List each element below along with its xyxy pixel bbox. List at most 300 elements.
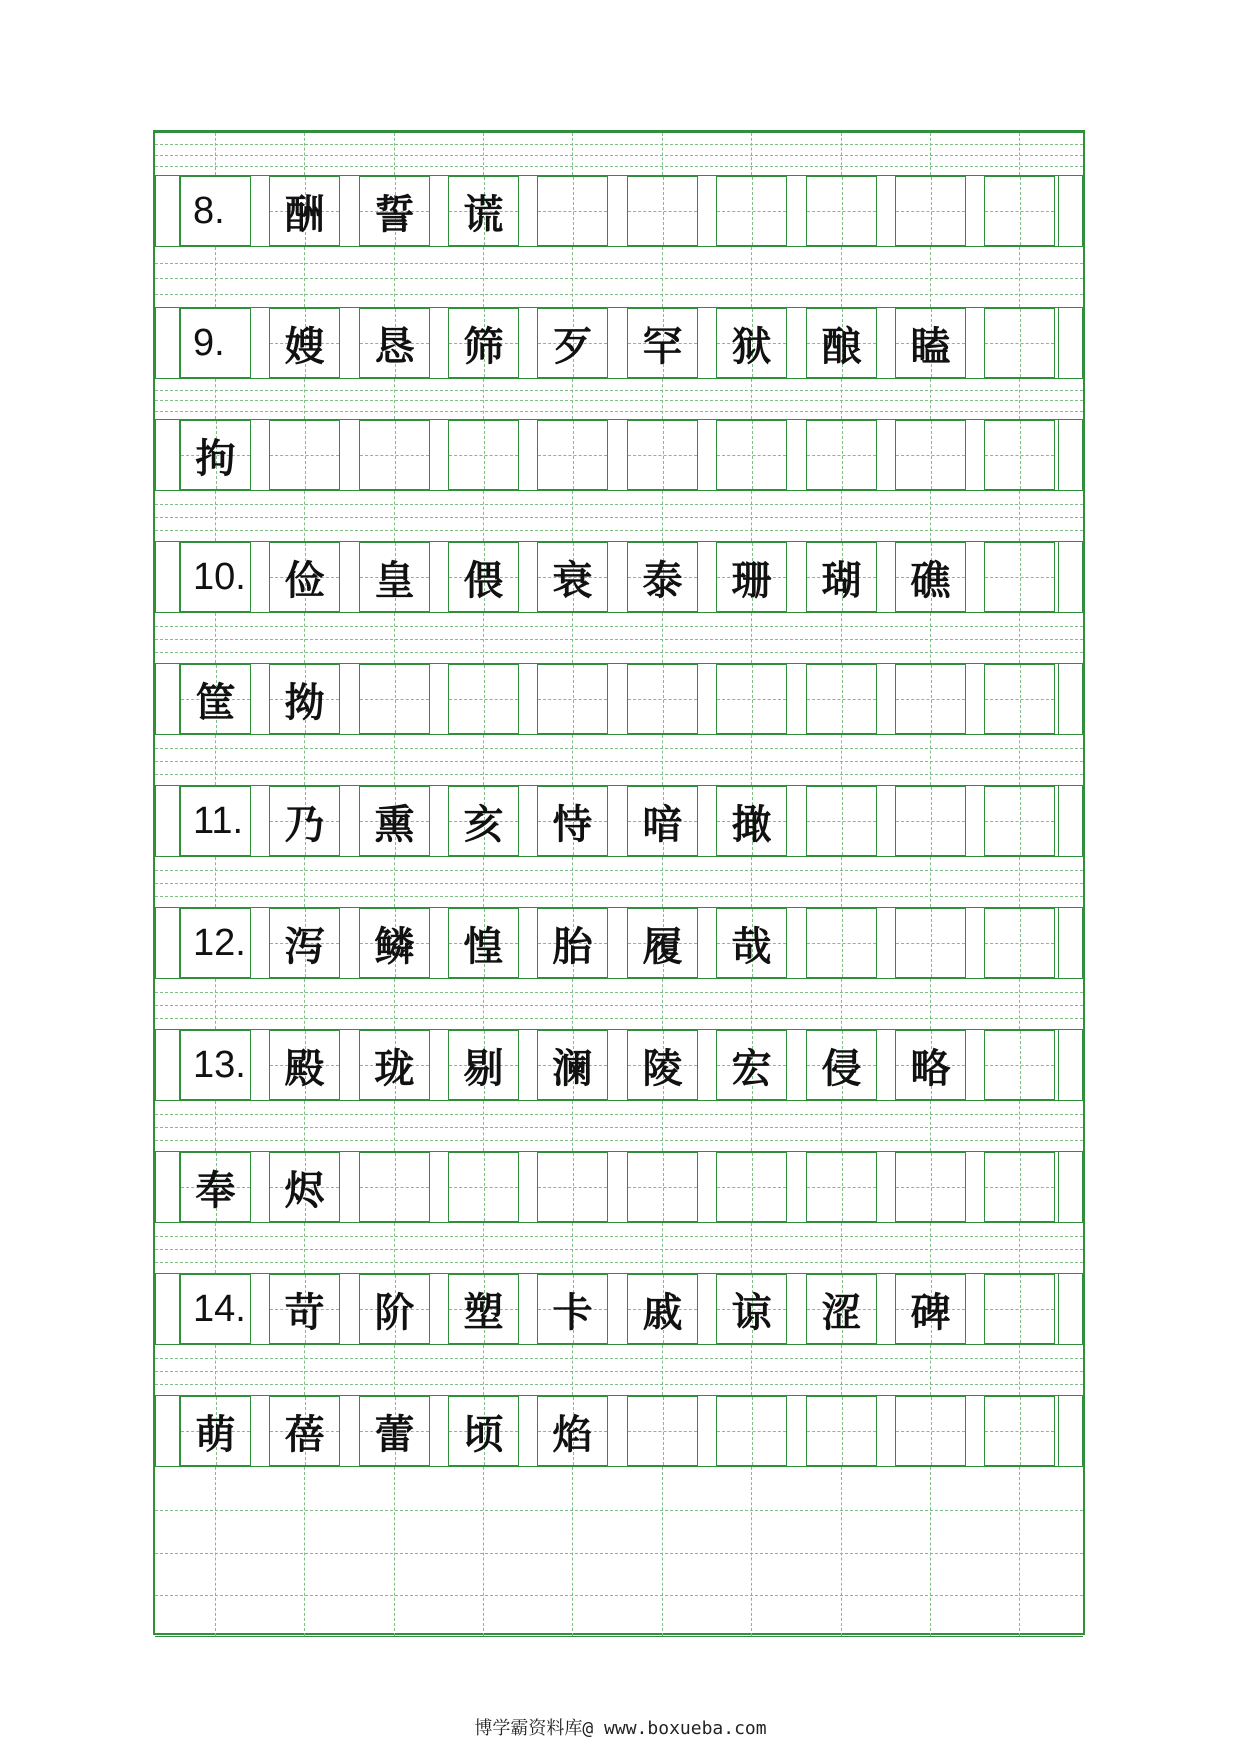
- tian-cell: [359, 1030, 430, 1100]
- band-guide-line: [1019, 1345, 1020, 1395]
- band-guide-line: [304, 735, 305, 785]
- row-number: 9.: [193, 321, 225, 364]
- tian-cell: [448, 664, 519, 734]
- tian-cell: [895, 542, 966, 612]
- tian-cell: [537, 420, 608, 490]
- tian-cell: [984, 420, 1055, 490]
- cell-guide-line: [1020, 665, 1021, 733]
- band-guide-line: [841, 857, 842, 907]
- band-guide-line: [483, 379, 484, 419]
- cell-guide-line: [842, 909, 843, 977]
- practice-character: 衰: [552, 557, 593, 604]
- practice-character: 撖: [731, 801, 772, 848]
- band-guide-line: [483, 613, 484, 663]
- tian-cell: [984, 1274, 1055, 1344]
- tian-cell: [269, 542, 340, 612]
- tian-cell: [984, 908, 1055, 978]
- practice-character: 恳: [374, 323, 415, 370]
- tian-cell: [716, 786, 787, 856]
- practice-character: 哉: [731, 923, 772, 970]
- band-guide-line: [215, 979, 216, 1029]
- practice-character: 亥: [463, 801, 504, 848]
- tian-cell: [716, 542, 787, 612]
- practice-character: 歹: [552, 323, 593, 370]
- band-guide-line: [841, 247, 842, 307]
- tian-cell: [984, 786, 1055, 856]
- band-guide-line: [394, 613, 395, 663]
- band-guide-line: [1019, 1223, 1020, 1273]
- tian-cell: [806, 420, 877, 490]
- tian-cell: [806, 664, 877, 734]
- band-guide-line: [572, 857, 573, 907]
- pinyin-band: [155, 734, 1083, 786]
- band-guide-line: [1019, 133, 1020, 175]
- practice-character: 碑: [910, 1289, 951, 1336]
- band-guide-line: [662, 133, 663, 175]
- tian-cell: [180, 1152, 251, 1222]
- tian-cell: [627, 308, 698, 378]
- band-guide-line: [155, 883, 1083, 884]
- band-guide-line: [483, 857, 484, 907]
- row-number: 10.: [193, 555, 246, 598]
- pinyin-band: [155, 856, 1083, 908]
- tian-cell: [537, 176, 608, 246]
- band-guide-line: [155, 1018, 1083, 1019]
- tian-cell: [359, 1274, 430, 1344]
- band-guide-line: [394, 1467, 395, 1636]
- band-guide-line: [155, 517, 1083, 518]
- practice-character: 狱: [731, 323, 772, 370]
- band-guide-line: [215, 247, 216, 307]
- band-guide-line: [1019, 1101, 1020, 1151]
- band-guide-line: [662, 857, 663, 907]
- cell-guide-line: [1020, 177, 1021, 245]
- practice-character: 筐: [195, 679, 236, 726]
- practice-character: 泰: [642, 557, 683, 604]
- tian-cell: [180, 1396, 251, 1466]
- tian-cell: [180, 786, 251, 856]
- band-guide-line: [483, 133, 484, 175]
- row-margin: [155, 1274, 180, 1344]
- band-guide-line: [572, 133, 573, 175]
- band-guide-line: [304, 379, 305, 419]
- practice-character: 拗: [284, 679, 325, 726]
- grid-row: [155, 1274, 1083, 1344]
- cell-guide-line: [1020, 1397, 1021, 1465]
- cell-guide-line: [663, 1397, 664, 1465]
- band-guide-line: [1019, 613, 1020, 663]
- band-guide-line: [394, 133, 395, 175]
- tian-cell: [627, 542, 698, 612]
- practice-character: 谎: [463, 191, 504, 238]
- practice-character: 筛: [463, 323, 504, 370]
- band-guide-line: [841, 735, 842, 785]
- band-guide-line: [155, 155, 1083, 156]
- tian-cell: [359, 176, 430, 246]
- band-guide-line: [483, 735, 484, 785]
- band-guide-line: [394, 1101, 395, 1151]
- row-margin: [155, 908, 180, 978]
- band-guide-line: [155, 1510, 1083, 1511]
- tian-cell: [537, 1274, 608, 1344]
- band-guide-line: [930, 379, 931, 419]
- tian-cell: [984, 1396, 1055, 1466]
- band-guide-line: [930, 1101, 931, 1151]
- practice-character: 侵: [821, 1045, 862, 1092]
- tian-cell: [269, 1274, 340, 1344]
- tian-cell: [269, 308, 340, 378]
- band-guide-line: [155, 166, 1083, 167]
- tian-cell: [448, 1274, 519, 1344]
- tian-cell: [359, 1152, 430, 1222]
- tian-cell: [627, 176, 698, 246]
- tian-cell: [716, 664, 787, 734]
- band-guide-line: [155, 530, 1083, 531]
- band-guide-line: [662, 491, 663, 541]
- row-margin: [155, 1396, 180, 1466]
- band-guide-line: [155, 870, 1083, 871]
- cell-guide-line: [1020, 1153, 1021, 1221]
- pinyin-band: [155, 612, 1083, 664]
- band-guide-line: [155, 504, 1083, 505]
- row-margin: [155, 308, 180, 378]
- practice-character: 惶: [463, 923, 504, 970]
- tian-cell: [806, 908, 877, 978]
- tian-cell: [448, 308, 519, 378]
- band-guide-line: [215, 1223, 216, 1273]
- band-guide-line: [483, 1223, 484, 1273]
- tian-cell: [537, 542, 608, 612]
- band-guide-line: [572, 1223, 573, 1273]
- band-guide-line: [662, 1345, 663, 1395]
- band-guide-line: [572, 1345, 573, 1395]
- band-guide-line: [304, 247, 305, 307]
- grid-row: [155, 1030, 1083, 1100]
- tian-cell: [806, 176, 877, 246]
- band-guide-line: [751, 735, 752, 785]
- band-guide-line: [304, 133, 305, 175]
- practice-character: 陵: [642, 1045, 683, 1092]
- grid-row: [155, 1396, 1083, 1466]
- band-guide-line: [572, 613, 573, 663]
- band-guide-line: [155, 400, 1083, 401]
- row-margin: [155, 1030, 180, 1100]
- band-guide-line: [483, 1101, 484, 1151]
- tian-cell: [359, 664, 430, 734]
- practice-character: 奉: [195, 1167, 236, 1214]
- band-guide-line: [304, 1345, 305, 1395]
- cell-guide-line: [484, 1153, 485, 1221]
- cell-guide-line: [663, 665, 664, 733]
- practice-character: 酿: [821, 323, 862, 370]
- row-margin: [1058, 1030, 1083, 1100]
- tian-cell: [448, 1030, 519, 1100]
- tian-cell: [627, 1152, 698, 1222]
- tian-cell: [716, 176, 787, 246]
- grid-row: [155, 1152, 1083, 1222]
- band-guide-line: [930, 735, 931, 785]
- practice-character: 履: [642, 923, 683, 970]
- cell-guide-line: [842, 1397, 843, 1465]
- band-guide-line: [572, 1101, 573, 1151]
- cell-guide-line: [752, 421, 753, 489]
- band-guide-line: [215, 491, 216, 541]
- practice-character: 澜: [552, 1045, 593, 1092]
- tian-cell: [180, 1030, 251, 1100]
- band-guide-line: [662, 613, 663, 663]
- band-guide-line: [751, 133, 752, 175]
- band-guide-line: [155, 1140, 1083, 1141]
- tian-cell: [716, 908, 787, 978]
- band-guide-line: [155, 1553, 1083, 1554]
- band-guide-line: [155, 1262, 1083, 1263]
- cell-guide-line: [931, 665, 932, 733]
- practice-character: 偎: [463, 557, 504, 604]
- band-guide-line: [304, 857, 305, 907]
- row-number: 13.: [193, 1043, 246, 1086]
- band-guide-line: [930, 1345, 931, 1395]
- band-guide-line: [1019, 491, 1020, 541]
- band-guide-line: [215, 1467, 216, 1636]
- tian-cell: [537, 1030, 608, 1100]
- band-guide-line: [304, 613, 305, 663]
- practice-character: 阶: [374, 1289, 415, 1336]
- cell-guide-line: [931, 421, 932, 489]
- band-guide-line: [751, 1467, 752, 1636]
- tian-cell: [269, 786, 340, 856]
- tian-cell: [806, 786, 877, 856]
- practice-character: 胎: [552, 923, 593, 970]
- practice-character: 瞌: [910, 323, 951, 370]
- tian-cell: [806, 1152, 877, 1222]
- tian-cell: [716, 308, 787, 378]
- practice-character: 苛: [284, 1289, 325, 1336]
- band-guide-line: [155, 748, 1083, 749]
- band-guide-line: [155, 1249, 1083, 1250]
- band-guide-line: [155, 1114, 1083, 1115]
- band-guide-line: [930, 1467, 931, 1636]
- band-guide-line: [1019, 379, 1020, 419]
- practice-character: 涩: [821, 1289, 862, 1336]
- cell-guide-line: [1020, 909, 1021, 977]
- tian-cell: [269, 664, 340, 734]
- band-guide-line: [155, 896, 1083, 897]
- cell-guide-line: [305, 421, 306, 489]
- tian-cell: [895, 908, 966, 978]
- practice-character: 顷: [463, 1411, 504, 1458]
- tian-cell: [984, 308, 1055, 378]
- tian-cell: [448, 1152, 519, 1222]
- cell-guide-line: [484, 665, 485, 733]
- band-guide-line: [572, 979, 573, 1029]
- tian-cell: [180, 308, 251, 378]
- pinyin-band: [155, 1222, 1083, 1274]
- practice-character: 戚: [642, 1289, 683, 1336]
- tian-cell: [627, 908, 698, 978]
- tian-cell: [269, 908, 340, 978]
- band-guide-line: [394, 379, 395, 419]
- band-guide-line: [930, 979, 931, 1029]
- band-guide-line: [841, 1467, 842, 1636]
- tian-cell: [180, 1274, 251, 1344]
- band-guide-line: [751, 379, 752, 419]
- row-margin: [1058, 664, 1083, 734]
- pinyin-band: [155, 490, 1083, 542]
- band-guide-line: [1019, 735, 1020, 785]
- band-guide-line: [155, 992, 1083, 993]
- band-guide-line: [394, 247, 395, 307]
- band-guide-line: [394, 857, 395, 907]
- tian-cell: [180, 176, 251, 246]
- band-guide-line: [662, 735, 663, 785]
- cell-guide-line: [931, 787, 932, 855]
- tian-cell: [448, 786, 519, 856]
- row-margin: [155, 420, 180, 490]
- band-guide-line: [394, 1345, 395, 1395]
- tian-cell: [806, 1030, 877, 1100]
- band-guide-line: [751, 491, 752, 541]
- band-guide-line: [841, 1345, 842, 1395]
- band-guide-line: [155, 761, 1083, 762]
- band-guide-line: [215, 1345, 216, 1395]
- band-guide-line: [930, 613, 931, 663]
- band-guide-line: [155, 1371, 1083, 1372]
- band-guide-line: [155, 652, 1083, 653]
- band-guide-line: [841, 491, 842, 541]
- grid-row: [155, 786, 1083, 856]
- practice-character: 嫂: [284, 323, 325, 370]
- tian-cell: [984, 1030, 1055, 1100]
- band-guide-line: [572, 1467, 573, 1636]
- row-margin: [1058, 176, 1083, 246]
- row-margin: [155, 542, 180, 612]
- band-guide-line: [394, 1223, 395, 1273]
- tian-cell: [269, 176, 340, 246]
- band-guide-line: [304, 1467, 305, 1636]
- band-guide-line: [751, 1345, 752, 1395]
- row-number: 14.: [193, 1287, 246, 1330]
- band-guide-line: [751, 613, 752, 663]
- band-guide-line: [304, 1101, 305, 1151]
- cell-guide-line: [842, 177, 843, 245]
- cell-guide-line: [931, 909, 932, 977]
- band-guide-line: [155, 294, 1083, 295]
- row-number: 11.: [193, 799, 244, 842]
- band-guide-line: [662, 1223, 663, 1273]
- band-guide-line: [930, 491, 931, 541]
- grid-row: [155, 308, 1083, 378]
- band-guide-line: [1019, 979, 1020, 1029]
- tian-cell: [716, 1274, 787, 1344]
- tian-cell: [627, 786, 698, 856]
- band-guide-line: [215, 857, 216, 907]
- practice-character: 乃: [284, 801, 325, 848]
- band-guide-line: [751, 857, 752, 907]
- cell-guide-line: [663, 177, 664, 245]
- band-guide-line: [662, 379, 663, 419]
- cell-guide-line: [663, 1153, 664, 1221]
- tian-cell: [984, 664, 1055, 734]
- practice-character: 焰: [552, 1411, 593, 1458]
- band-guide-line: [483, 979, 484, 1029]
- band-guide-line: [155, 390, 1083, 391]
- band-guide-line: [155, 1127, 1083, 1128]
- band-guide-line: [155, 639, 1083, 640]
- band-guide-line: [155, 1005, 1083, 1006]
- practice-character: 誓: [374, 191, 415, 238]
- cell-guide-line: [1020, 787, 1021, 855]
- band-guide-line: [155, 263, 1083, 264]
- band-guide-line: [483, 491, 484, 541]
- practice-sheet: [153, 130, 1085, 1635]
- cell-guide-line: [573, 665, 574, 733]
- pinyin-band: [155, 378, 1083, 420]
- band-guide-line: [662, 1467, 663, 1636]
- band-guide-line: [155, 1384, 1083, 1385]
- band-guide-line: [841, 979, 842, 1029]
- band-guide-line: [155, 1236, 1083, 1237]
- cell-guide-line: [752, 177, 753, 245]
- cell-guide-line: [395, 421, 396, 489]
- footer-watermark: 博学霸资料库@ www.boxueba.com: [474, 1718, 767, 1739]
- grid-row: [155, 908, 1083, 978]
- row-number: 8.: [193, 189, 225, 232]
- band-guide-line: [215, 379, 216, 419]
- band-guide-line: [155, 278, 1083, 279]
- tian-cell: [180, 908, 251, 978]
- tian-cell: [806, 1274, 877, 1344]
- tian-cell: [359, 1396, 430, 1466]
- tian-cell: [269, 1030, 340, 1100]
- grid-row: [155, 176, 1083, 246]
- tian-cell: [806, 542, 877, 612]
- row-margin: [155, 176, 180, 246]
- cell-guide-line: [1020, 543, 1021, 611]
- band-guide-line: [304, 1223, 305, 1273]
- band-guide-line: [930, 133, 931, 175]
- tian-cell: [359, 420, 430, 490]
- row-margin: [1058, 1274, 1083, 1344]
- tian-cell: [895, 420, 966, 490]
- band-guide-line: [841, 1223, 842, 1273]
- practice-character: 俭: [284, 557, 325, 604]
- band-guide-line: [155, 626, 1083, 627]
- practice-character: 珊: [731, 557, 772, 604]
- band-guide-line: [930, 1223, 931, 1273]
- band-guide-line: [572, 491, 573, 541]
- cell-guide-line: [1020, 1031, 1021, 1099]
- tian-cell: [895, 176, 966, 246]
- cell-guide-line: [395, 1153, 396, 1221]
- band-guide-line: [394, 491, 395, 541]
- row-margin: [155, 664, 180, 734]
- grid-row: [155, 664, 1083, 734]
- tian-cell: [269, 1152, 340, 1222]
- pinyin-band: [155, 1466, 1083, 1637]
- band-guide-line: [662, 1101, 663, 1151]
- band-guide-line: [483, 1345, 484, 1395]
- cell-guide-line: [573, 1153, 574, 1221]
- pinyin-band: [155, 246, 1083, 308]
- tian-cell: [984, 1152, 1055, 1222]
- band-guide-line: [572, 379, 573, 419]
- band-guide-line: [1019, 857, 1020, 907]
- row-margin: [1058, 420, 1083, 490]
- band-guide-line: [394, 979, 395, 1029]
- tian-cell: [627, 420, 698, 490]
- band-guide-line: [1019, 1467, 1020, 1636]
- cell-guide-line: [752, 1153, 753, 1221]
